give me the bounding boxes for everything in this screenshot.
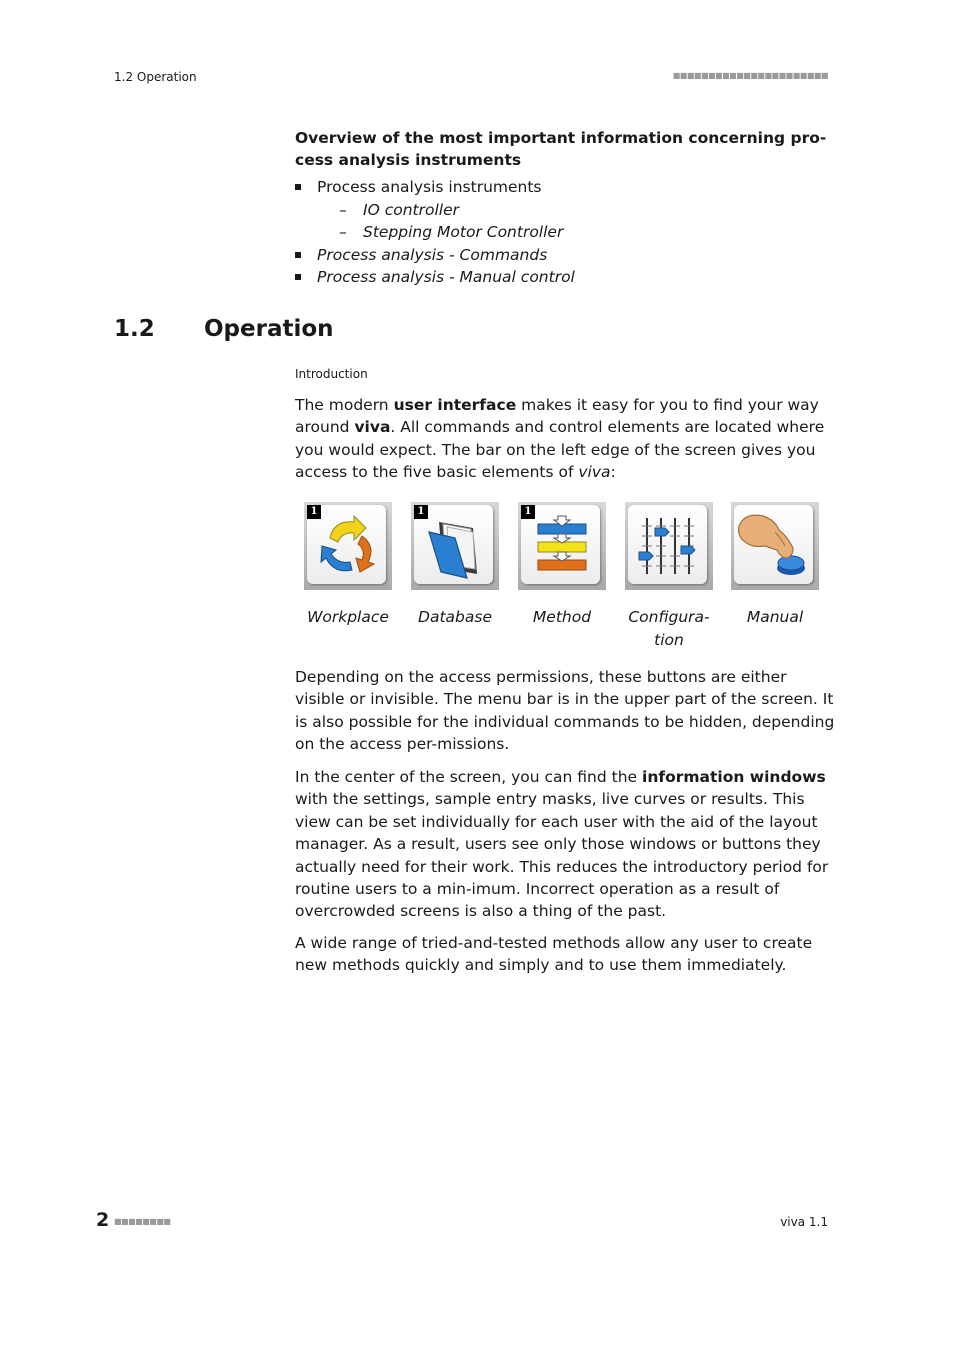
method-button[interactable]: [518, 502, 606, 590]
manual-icon: [731, 502, 819, 590]
section-heading: [114, 316, 334, 342]
list-item-text: Process analysis instruments: [317, 178, 542, 196]
list-item: [295, 176, 835, 199]
overview-heading: Overview of the most important information concerning pro-cess analysis instruments: [295, 129, 827, 169]
dash-icon: –: [339, 223, 347, 241]
text-run: with the settings, sample entry masks, live curves or results. This view can be set individually for each user with the aid of the layout manager. As a result, users see only those windows or buttons they actually need for their work. This reduces the introductory period for routine users to a min-imum. Incorrect operation as a result of overcrowded screens is also a thing of the past.: [295, 790, 829, 921]
page-number: 2: [96, 1209, 110, 1231]
database-button[interactable]: [411, 502, 499, 590]
header-dots: ■■■■■■■■■■■■■■■■■■■■■■: [672, 71, 828, 80]
footer-dots: ■■■■■■■■: [114, 1217, 171, 1226]
footer-product: viva 1.1: [780, 1215, 828, 1229]
caption-workplace: Workplace: [307, 608, 389, 626]
caption-method: Method: [532, 608, 592, 626]
badge: 1: [414, 505, 428, 519]
text-run: . All commands and control elements are located where you would expect. The bar on the left edge of the screen gives you access to the five basic elements of: [295, 418, 825, 482]
section-number: 1.2: [114, 316, 155, 342]
paragraph-permissions: Depending on the access permissions, these buttons are either visible or invisible. The menu bar is in the upper part of the screen. It is also possible for the individual commands to be hidden, depending on the access per-missions.: [295, 668, 835, 754]
margin-label: Introduction: [295, 367, 368, 381]
paragraph-methods: A wide range of tried-and-tested methods allow any user to create new methods quickly and simply and to use them immediately.: [295, 934, 813, 975]
section-title: Operation: [204, 316, 334, 342]
bold-term: viva: [354, 418, 391, 437]
sub-list-item: [295, 221, 835, 244]
caption-database: Database: [418, 608, 492, 626]
configuration-button[interactable]: [625, 502, 713, 590]
manual-button[interactable]: [731, 502, 819, 590]
badge: 1: [521, 505, 535, 519]
list-item: [295, 244, 835, 267]
text-run: In the center of the screen, you can find the: [295, 768, 642, 786]
bullet-icon: [295, 184, 301, 190]
overview-list: [295, 176, 835, 289]
bullet-icon: [295, 252, 301, 258]
bullet-icon: [295, 274, 301, 280]
running-head: 1.2 Operation: [114, 70, 197, 84]
bold-term: information windows: [642, 768, 826, 786]
list-item-text: Process analysis - Manual control: [317, 268, 575, 286]
sub-list-item-text: IO controller: [363, 200, 459, 219]
caption-manual: Manual: [746, 608, 804, 626]
list-item: [295, 266, 835, 289]
sub-list-item: [295, 199, 835, 222]
workplace-button[interactable]: [304, 502, 392, 590]
caption-configuration: Configura-tion: [628, 608, 710, 649]
italic-term: viva: [578, 463, 611, 482]
text-run: makes it easy for you to find your way around: [295, 396, 819, 437]
text-run: The modern: [295, 396, 394, 414]
badge: 1: [307, 505, 321, 519]
sub-list-item-text: Stepping Motor Controller: [363, 223, 564, 241]
dash-icon: –: [339, 200, 347, 219]
list-item-text: Process analysis - Commands: [317, 245, 548, 264]
bold-term: user interface: [393, 396, 517, 414]
text-run: :: [610, 463, 616, 482]
configuration-icon: [625, 502, 713, 590]
paragraph-information-windows: [295, 766, 835, 923]
intro-paragraph: [295, 394, 835, 484]
